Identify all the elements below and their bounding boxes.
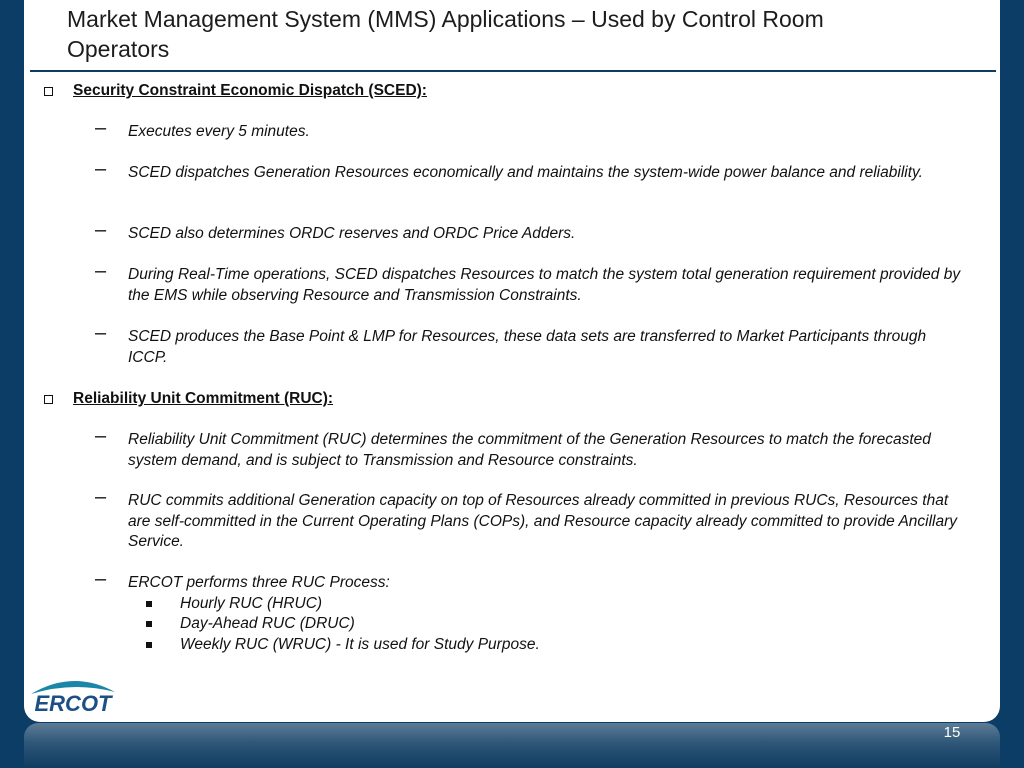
title-divider (30, 70, 996, 72)
dash-bullet-icon: – (95, 322, 107, 344)
list-item (95, 486, 965, 553)
logo-text: ERCOT (34, 691, 112, 715)
sub-list-item (146, 614, 746, 635)
checkbox-bullet-icon (44, 395, 53, 404)
dash-bullet-icon: – (95, 486, 107, 508)
list-item-text: SCED also determines ORDC reserves and ORDC Price Adders. (128, 225, 576, 242)
dash-bullet-icon: – (95, 425, 107, 447)
list-item (95, 260, 965, 306)
list-item (95, 568, 965, 594)
list-item-text: Reliability Unit Commitment (RUC) determines the commitment of the Generation Resources to match the forecasted system demand, and is subject to Transmission and Resource constraints. (128, 431, 931, 469)
section-heading-sced (44, 81, 427, 101)
list-item (95, 322, 965, 368)
dash-bullet-icon: – (95, 260, 107, 282)
list-item-text: ERCOT performs three RUC Process: (128, 574, 390, 591)
section-heading-ruc (44, 389, 333, 409)
list-item-text: SCED dispatches Generation Resources economically and maintains the system-wide power balance and reliability. (128, 164, 923, 181)
list-item-text: SCED produces the Base Point & LMP for Resources, these data sets are transferred to Market Participants through ICCP. (128, 328, 927, 366)
list-item-text: Executes every 5 minutes. (128, 123, 310, 140)
list-item (95, 219, 965, 245)
sub-list-item (146, 635, 746, 656)
dash-bullet-icon: – (95, 117, 107, 139)
list-item (95, 425, 965, 471)
list-item-text: RUC commits additional Generation capacity on top of Resources already committed in previous RUCs, Resources that are self-committed in the Current Operating Plans (COPs), and Resource capacity already committed to provide Ancillary Service. (128, 492, 958, 550)
dash-bullet-icon: – (95, 158, 107, 180)
page-number: 15 (943, 724, 961, 741)
square-bullet-icon (146, 601, 152, 607)
section-heading-label: Reliability Unit Commitment (RUC): (73, 390, 334, 407)
list-item (95, 117, 965, 143)
dash-bullet-icon: – (95, 568, 107, 590)
ercot-logo (27, 675, 119, 715)
footer-bar (24, 723, 1000, 768)
sub-list-item-text: Weekly RUC (WRUC) - It is used for Study Purpose. (180, 636, 540, 653)
dash-bullet-icon: – (95, 219, 107, 241)
square-bullet-icon (146, 621, 152, 627)
list-item (95, 158, 965, 184)
sub-list-item-text: Day-Ahead RUC (DRUC) (180, 615, 355, 632)
checkbox-bullet-icon (44, 87, 53, 96)
page-title: Market Management System (MMS) Applications – Used by Control Room Operators (67, 6, 824, 62)
list-item-text: During Real-Time operations, SCED dispatches Resources to match the system total generation requirement provided by the EMS while observing Resource and Transmission Constraints. (128, 266, 961, 304)
section-heading-label: Security Constraint Economic Dispatch (SCED): (73, 82, 427, 99)
square-bullet-icon (146, 642, 152, 648)
sub-list-item-text: Hourly RUC (HRUC) (180, 595, 323, 612)
sub-list-item (146, 594, 746, 615)
